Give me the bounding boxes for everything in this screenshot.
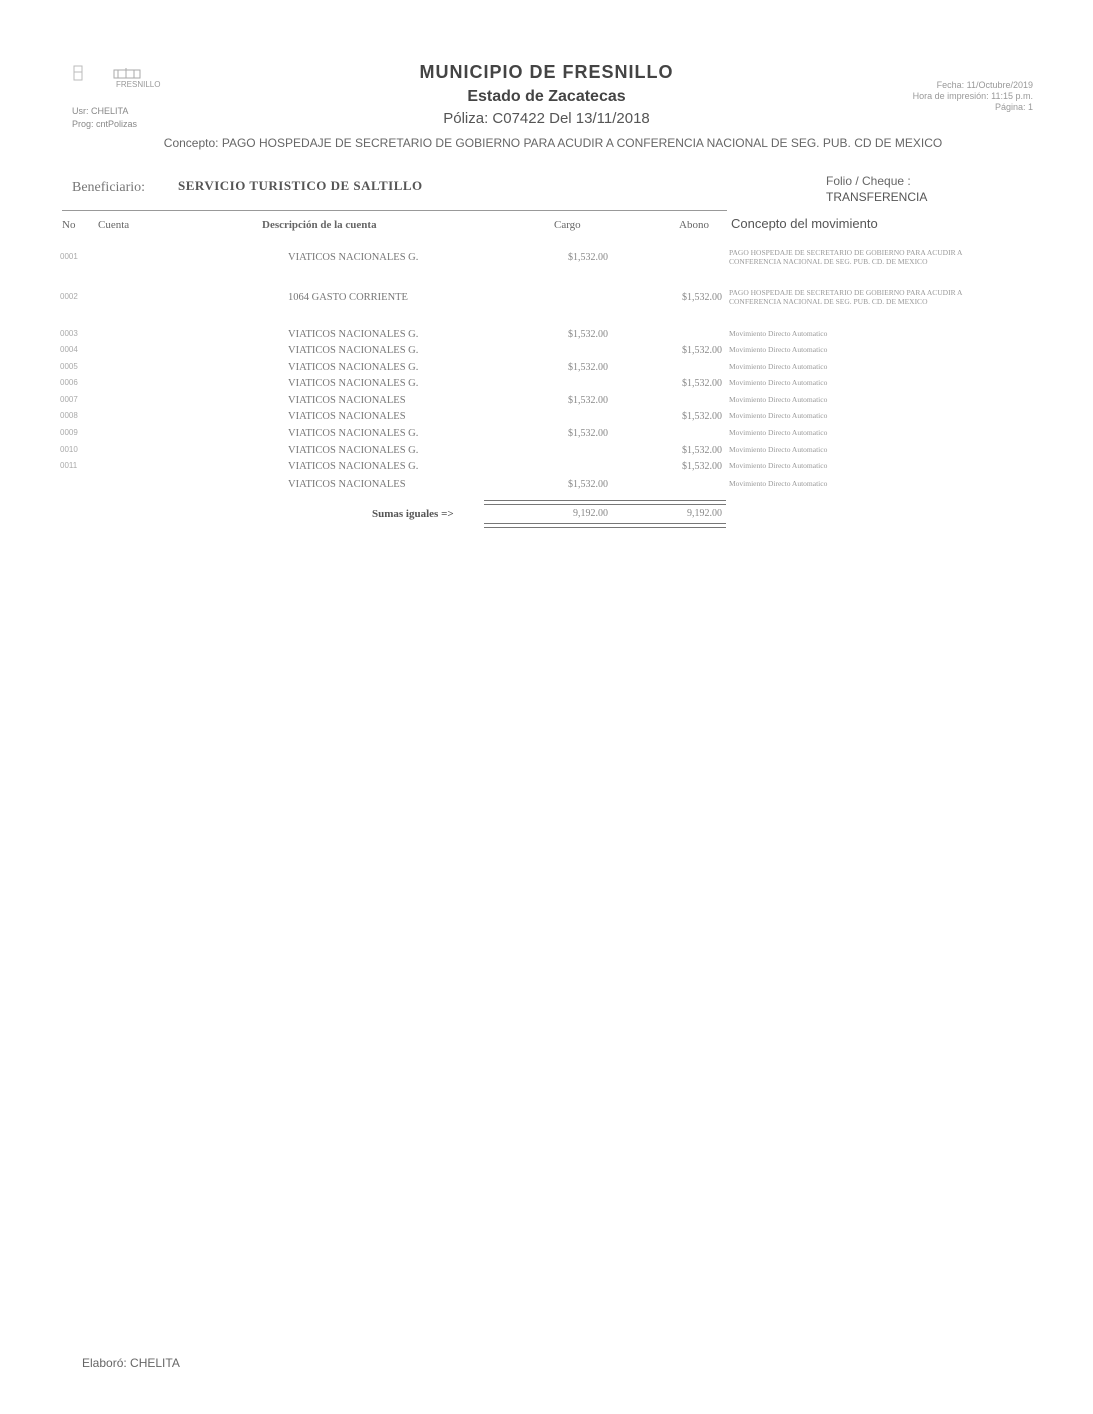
row-no: 0001	[60, 252, 78, 261]
row-no: 0003	[60, 329, 78, 338]
row-cargo: $1,532.00	[568, 479, 608, 490]
row-concepto: Movimiento Directo Automatico	[729, 461, 828, 470]
program-label: Prog: cntPolizas	[72, 119, 138, 129]
row-descripcion: VIATICOS NACIONALES G.	[288, 461, 419, 472]
row-cargo: $1,532.00	[568, 252, 608, 263]
col-header-cuenta: Cuenta	[98, 219, 130, 231]
row-no: 0009	[60, 428, 78, 437]
row-abono: $1,532.00	[682, 461, 722, 472]
print-meta	[913, 80, 1033, 113]
col-header-abono: Abono	[679, 219, 709, 231]
row-concepto: PAGO HOSPEDAJE DE SECRETARIO DE GOBIERNO PARA ACUDIR A CONFERENCIA NACIONAL DE SEG. PUB. CD. DE MEXICO	[729, 288, 963, 306]
row-no: 0004	[60, 345, 78, 354]
row-no: 0011	[60, 461, 78, 470]
row-descripcion: VIATICOS NACIONALES G.	[288, 252, 419, 263]
table-row	[0, 395, 1093, 411]
col-header-cargo: Cargo	[554, 219, 581, 231]
col-header-concepto: Concepto del movimiento	[731, 216, 878, 231]
row-descripcion: VIATICOS NACIONALES G.	[288, 378, 419, 389]
table-row	[0, 288, 1093, 308]
user-label: Usr: CHELITA	[72, 106, 129, 116]
beneficiario-value: SERVICIO TURISTICO DE SALTILLO	[178, 178, 423, 193]
table-row	[0, 411, 1093, 427]
row-no: 0005	[60, 362, 78, 371]
row-cargo: $1,532.00	[568, 428, 608, 439]
row-concepto: Movimiento Directo Automatico	[729, 428, 828, 437]
row-concepto: Movimiento Directo Automatico	[729, 445, 828, 454]
col-header-no: No	[62, 219, 76, 231]
row-cargo: $1,532.00	[568, 395, 608, 406]
page-number: Página: 1	[994, 102, 1033, 112]
sumas-label: Sumas iguales =>	[372, 508, 454, 520]
print-date: Fecha: 11/Octubre/2019	[936, 80, 1033, 90]
row-concepto: Movimiento Directo Automatico	[729, 329, 828, 338]
print-time: Hora de impresión: 11:15 p.m.	[912, 91, 1033, 101]
row-no: 0002	[60, 292, 78, 301]
row-abono: $1,532.00	[682, 345, 722, 356]
table-row	[0, 329, 1093, 345]
row-no: 0006	[60, 378, 78, 387]
table-row	[0, 345, 1093, 361]
row-no: 0010	[60, 445, 78, 454]
document-title: MUNICIPIO DE FRESNILLO	[419, 62, 674, 82]
table-row	[0, 428, 1093, 444]
row-concepto: Movimiento Directo Automatico	[729, 411, 828, 420]
row-no: 0008	[60, 411, 78, 420]
row-concepto: PAGO HOSPEDAJE DE SECRETARIO DE GOBIERNO PARA ACUDIR A CONFERENCIA NACIONAL DE SEG. PUB. CD. DE MEXICO	[729, 248, 963, 266]
row-abono: $1,532.00	[682, 411, 722, 422]
row-descripcion: VIATICOS NACIONALES G.	[288, 362, 419, 373]
table-row	[0, 378, 1093, 394]
table-row	[0, 461, 1093, 477]
row-descripcion: VIATICOS NACIONALES G.	[288, 345, 419, 356]
folio-value: TRANSFERENCIA	[826, 190, 928, 204]
row-abono: $1,532.00	[682, 445, 722, 456]
col-header-descripcion: Descripción de la cuenta	[262, 219, 377, 231]
row-concepto: Movimiento Directo Automatico	[729, 345, 828, 354]
row-no: 0007	[60, 395, 78, 404]
beneficiario-label: Beneficiario:	[72, 180, 146, 195]
row-descripcion: VIATICOS NACIONALES G.	[288, 445, 419, 456]
row-cargo: $1,532.00	[568, 362, 608, 373]
document-subtitle: Estado de Zacatecas	[467, 88, 626, 105]
table-row	[0, 362, 1093, 378]
poliza-line: Póliza: C07422 Del 13/11/2018	[443, 110, 650, 127]
sumas-abono: 9,192.00	[687, 508, 722, 519]
row-descripcion: VIATICOS NACIONALES G.	[288, 329, 419, 340]
table-row	[0, 248, 1093, 268]
row-abono: $1,532.00	[682, 292, 722, 303]
row-descripcion: VIATICOS NACIONALES	[288, 395, 406, 406]
logo-text: FRESNILLO	[116, 80, 161, 89]
sumas-cargo: 9,192.00	[573, 508, 608, 519]
table-row	[0, 445, 1093, 461]
row-concepto: Movimiento Directo Automatico	[729, 395, 828, 404]
row-descripcion: 1064 GASTO CORRIENTE	[288, 292, 408, 303]
row-descripcion: VIATICOS NACIONALES	[288, 479, 406, 490]
totals-rule-top	[484, 500, 726, 505]
row-abono: $1,532.00	[682, 378, 722, 389]
table-row	[0, 479, 1093, 495]
row-concepto: Movimiento Directo Automatico	[729, 479, 828, 488]
concepto-text: Concepto: PAGO HOSPEDAJE DE SECRETARIO DE GOBIERNO PARA ACUDIR A CONFERENCIA NACIONAL DE SEG. PUB. CD DE MEXICO	[163, 136, 943, 150]
folio-label: Folio / Cheque :	[826, 174, 911, 188]
totals-rule-bottom	[484, 523, 726, 528]
row-cargo: $1,532.00	[568, 329, 608, 340]
row-concepto: Movimiento Directo Automatico	[729, 378, 828, 387]
row-descripcion: VIATICOS NACIONALES	[288, 411, 406, 422]
header-divider	[62, 210, 727, 211]
row-concepto: Movimiento Directo Automatico	[729, 362, 828, 371]
row-descripcion: VIATICOS NACIONALES G.	[288, 428, 419, 439]
elaboro-label: Elaboró: CHELITA	[82, 1356, 180, 1370]
